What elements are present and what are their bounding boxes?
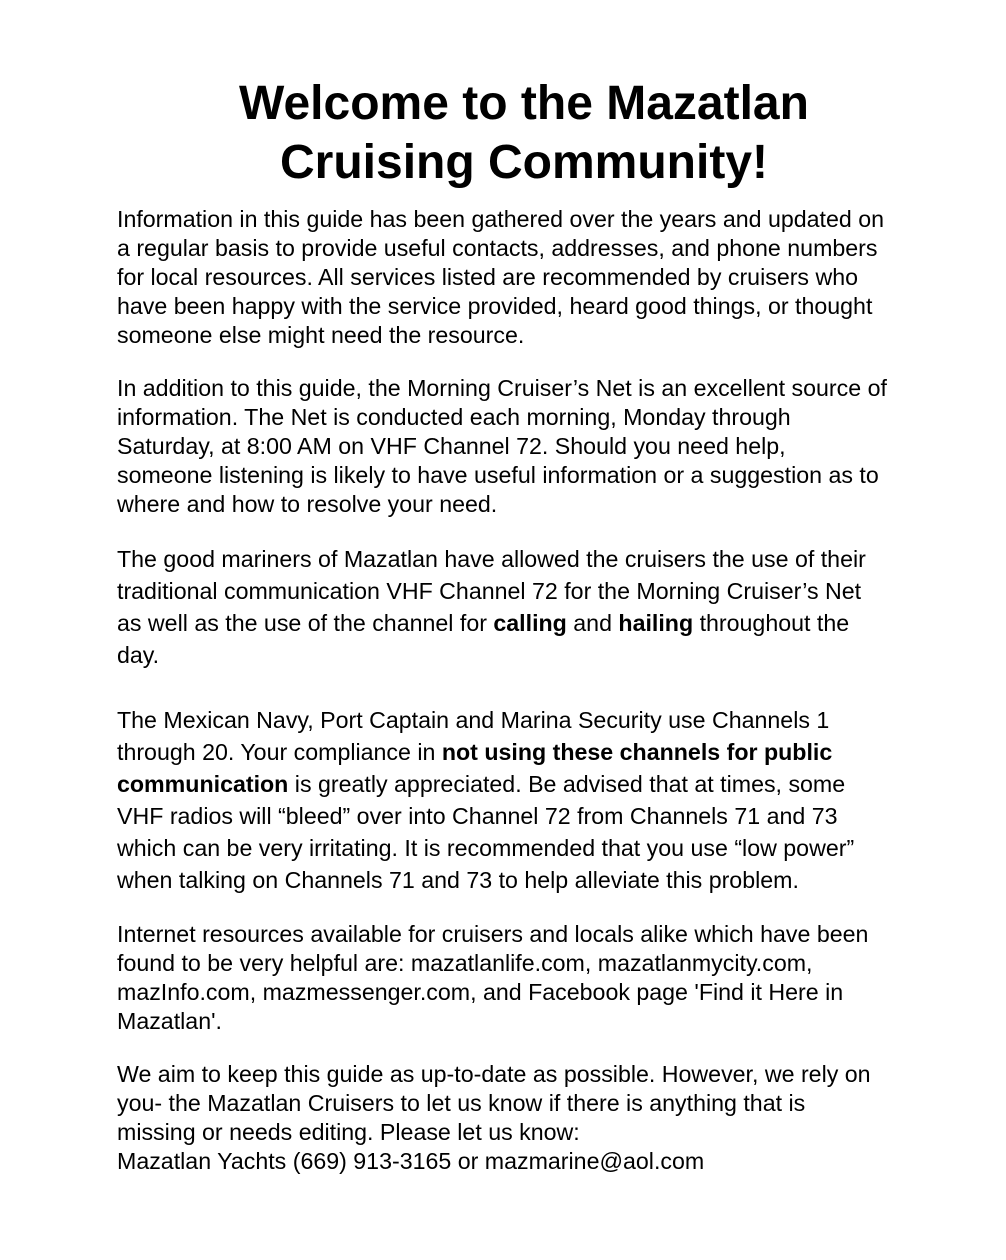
channel-72-paragraph: [117, 543, 967, 671]
internet-resources-line: Mazatlan'.: [117, 1008, 222, 1034]
calling-emphasis: calling: [493, 610, 567, 636]
channel-72-text: throughout the: [693, 610, 850, 636]
cruisers-net-text: In addition to this guide, the: [117, 375, 408, 401]
intro-line: someone else might need the resource.: [117, 322, 525, 348]
navy-channels-line: VHF radios will “bleed” over into Channel 72 from Channels 71 and 73: [117, 803, 838, 829]
navy-channels-line: [117, 768, 967, 800]
page-title: [0, 74, 1006, 192]
channel-72-text: as well as the use of the channel for: [117, 610, 494, 636]
cruisers-net-line: someone listening is likely to have useful information or a suggestion as to: [117, 462, 879, 488]
internet-resources-line: found to be very helpful are: mazatlanlife.com, mazatlanmycity.com,: [117, 950, 813, 976]
cruisers-net-line: information. The Net is conducted each morning, Monday through: [117, 404, 791, 430]
internet-resources-line: mazInfo.com, mazmessenger.com, and Facebook page 'Find it Here in: [117, 979, 844, 1005]
internet-resources-paragraph: [117, 920, 967, 1036]
intro-line: have been happy with the service provided, heard good things, or thought: [117, 293, 873, 319]
channel-72-line: day.: [117, 642, 160, 668]
cruisers-net-line: where and how to resolve your need.: [117, 491, 498, 517]
feedback-line: We aim to keep this guide as up-to-date as possible. However, we rely on: [117, 1061, 871, 1087]
feedback-paragraph: [117, 1060, 967, 1176]
intro-line: Information in this guide has been gathered over the years and updated on: [117, 206, 885, 232]
compliance-emphasis: communication: [117, 771, 289, 797]
channel-72-line: traditional communication VHF Channel 72 for the Morning Cruiser’s Net: [117, 578, 862, 604]
channel-72-line: The good mariners of Mazatlan have allowed the cruisers the use of their: [117, 546, 866, 572]
cruisers-net-line: [117, 374, 967, 403]
navy-channels-text: is greatly appreciated. Be advised that at times, some: [288, 771, 846, 797]
title-line-2: Cruising Community!: [280, 136, 768, 189]
cruisers-net-text: is an excellent source of: [631, 375, 887, 401]
contact-line: Mazatlan Yachts (669) 913-3165 or mazmarine@aol.com: [117, 1148, 705, 1174]
channel-72-line: [117, 607, 967, 639]
feedback-line: you- the Mazatlan Cruisers to let us know if there is anything that is: [117, 1090, 806, 1116]
internet-resources-line: Internet resources available for cruisers and locals alike which have been: [117, 921, 869, 947]
intro-paragraph: [117, 205, 967, 350]
feedback-line: missing or needs editing. Please let us know:: [117, 1119, 580, 1145]
hailing-emphasis: hailing: [618, 610, 694, 636]
channel-72-text: and: [566, 610, 619, 636]
navy-channels-line: The Mexican Navy, Port Captain and Marina Security use Channels 1: [117, 707, 830, 733]
compliance-emphasis: not using these channels for public: [441, 739, 833, 765]
navy-channels-paragraph: [117, 704, 967, 896]
cruisers-net-paragraph: [117, 374, 967, 519]
navy-channels-text: through 20. Your compliance in: [117, 739, 442, 765]
navy-channels-line: which can be very irritating. It is recommended that you use “low power”: [117, 835, 855, 861]
navy-channels-line: when talking on Channels 71 and 73 to help alleviate this problem.: [117, 867, 799, 893]
intro-line: a regular basis to provide useful contacts, addresses, and phone numbers: [117, 235, 878, 261]
intro-line: for local resources. All services listed are recommended by cruisers who: [117, 264, 859, 290]
morning-cruisers-net-name: Morning Cruiser’s Net: [407, 375, 632, 401]
title-line-1: Welcome to the Mazatlan: [239, 77, 809, 130]
cruisers-net-line: Saturday, at 8:00 AM on VHF Channel 72. Should you need help,: [117, 433, 786, 459]
navy-channels-line: [117, 736, 967, 768]
